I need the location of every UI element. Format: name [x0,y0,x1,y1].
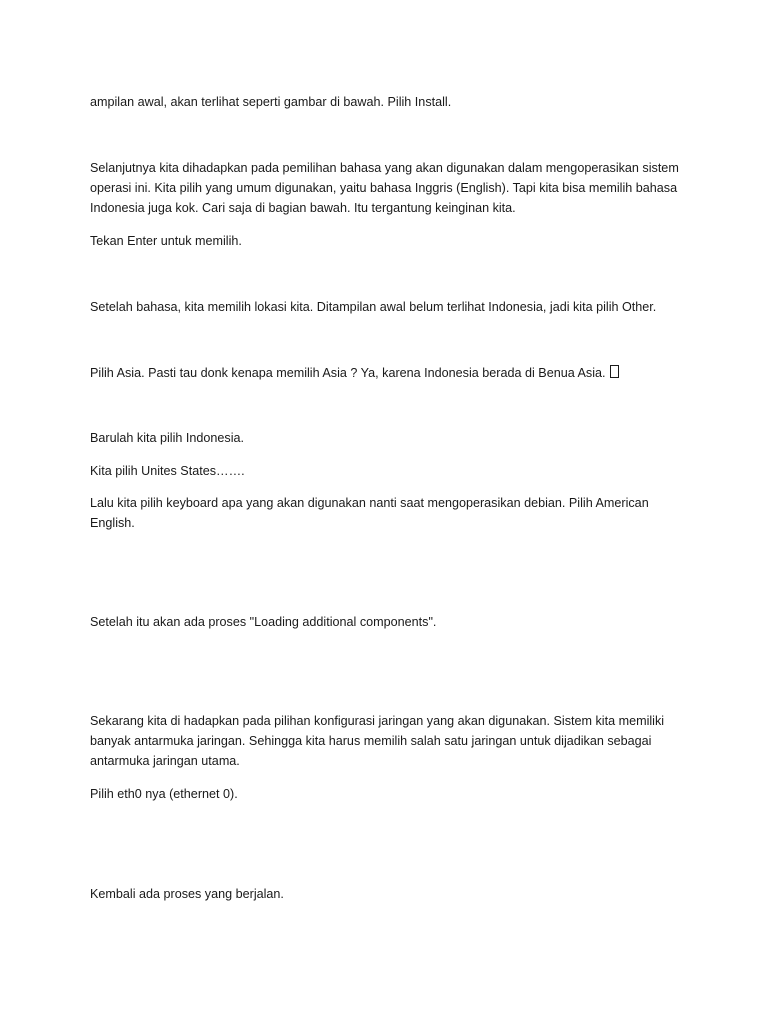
paragraph-choose-indonesia: Barulah kita pilih Indonesia. [90,431,245,445]
paragraph-language-selection: Selanjutnya kita dihadapkan pada pemilihan bahasa yang akan digunakan dalam mengoperasikan sistem operasi ini. Kita pilih yang umum digunakan, yaitu bahasa Inggris (English). Tapi kita bisa memilih bahasa Indonesia juga kok. Cari saja di bagian bawah. Itu tergantung keinginan kita. [90,161,679,215]
paragraph-eth0: Pilih eth0 nya (ethernet 0). [90,787,238,801]
paragraph-united-states: Kita pilih Unites States……. [90,464,245,478]
paragraph-process-running: Kembali ada proses yang berjalan. [90,887,284,901]
paragraph-choose-asia [90,363,682,383]
paragraph-network-config: Sekarang kita di hadapkan pada pilihan konfigurasi jaringan yang akan digunakan. Sistem kita memiliki banyak antarmuka jaringan. Sehingga kita harus memilih salah satu jaringan untuk dijadikan sebagai antarmuka jaringan utama. [90,714,665,768]
paragraph-keyboard: Lalu kita pilih keyboard apa yang akan digunakan nanti saat mengoperasikan debian. Pilih American English. [90,496,649,530]
paragraph-choose-asia-text: Pilih Asia. Pasti tau donk kenapa memilih Asia ? Ya, karena Indonesia berada di Benua Asia. [90,366,610,380]
paragraph-press-enter: Tekan Enter untuk memilih. [90,234,242,248]
paragraph-intro: ampilan awal, akan terlihat seperti gambar di bawah. Pilih Install. [90,95,452,109]
missing-glyph-icon [610,365,619,378]
paragraph-loading-components: Setelah itu akan ada proses "Loading additional components". [90,615,437,629]
paragraph-location: Setelah bahasa, kita memilih lokasi kita. Ditampilan awal belum terlihat Indonesia, jadi kita pilih Other. [90,300,657,314]
